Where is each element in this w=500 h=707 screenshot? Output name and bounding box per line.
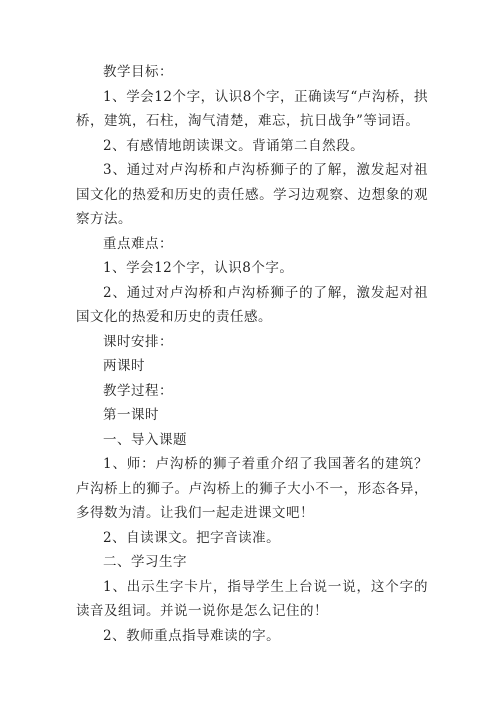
schedule-value: 两课时	[103, 358, 145, 374]
intro-step-1: 1、师：卢沟桥的狮子着重介绍了我国著名的建筑？卢沟桥上的狮子。卢沟桥上的狮子大小不一，形态各异，多得数为清。让我们一起走进课文吧！	[76, 456, 428, 521]
characters-step-2: 2、教师重点指导难读的字。	[103, 627, 281, 644]
characters-step-1: 1、出示生字卡片，指导学生上台说一说，这个字的读音及组词。并说一说你是怎么记住的！	[76, 578, 428, 619]
goal-item-2: 2、有感情地朗读课文。背诵第二自然段。	[103, 137, 365, 154]
key-point-2: 2、通过对卢沟桥和卢沟桥狮子的了解，激发起对祖国文化的热爱和历史的责任感。	[76, 284, 428, 325]
goal-item-3: 3、通过对卢沟桥和卢沟桥狮子的了解，激发起对祖国文化的热爱和历史的责任感。学习边观察、边想象的观察方法。	[76, 162, 428, 227]
section-intro-title: 一、导入课题	[103, 431, 187, 448]
key-point-1: 1、学会12个字，认识8个字。	[103, 260, 294, 276]
lesson-plan-body	[76, 60, 428, 648]
heading-schedule: 课时安排：	[103, 333, 173, 350]
heading-process: 教学过程：	[103, 382, 173, 399]
goal-item-1: 1、学会12个字，认识8个字，正确读写“卢沟桥，拱桥，建筑，石柱，淘气清楚，难忘，抗日战争”等词语。	[76, 88, 428, 129]
intro-step-2: 2、自读课文。把字音读准。	[103, 529, 281, 546]
heading-key-points: 重点难点：	[103, 235, 173, 252]
section-characters-title: 二、学习生字	[103, 554, 187, 570]
heading-teaching-goals: 教学目标：	[103, 64, 173, 80]
lesson-one-title: 第一课时	[103, 407, 159, 423]
